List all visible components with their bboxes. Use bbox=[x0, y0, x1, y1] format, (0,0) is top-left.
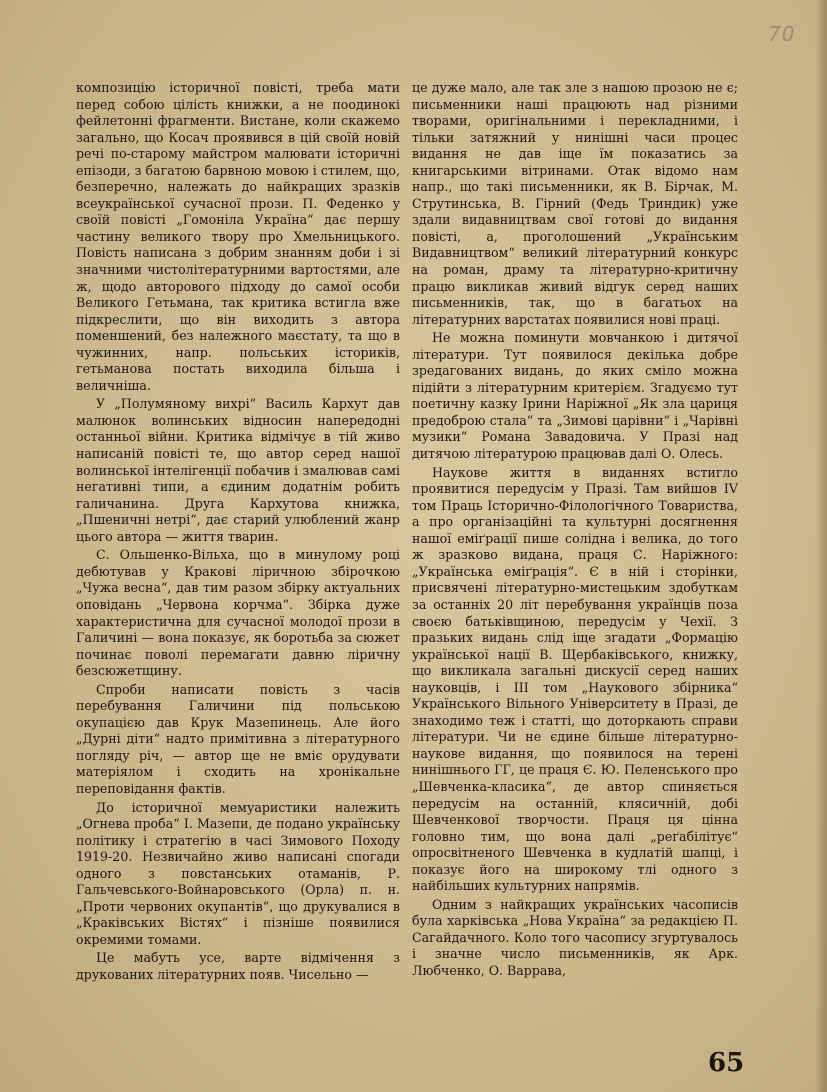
paragraph: Наукове життя в виданнях встигло проявитися передусім у Празі. Там вийшов IV том Праць Історично-Філологічного Товариства, а про організаційні та культурні досягнення нашої еміґрації пише солідна і велика, до того ж зразково видана, праця С. Наріжного: „Українська еміґрація“. Є в ній і сторінки, присвячені літературно-мистецьким здобуткам за останніх 20 літ перебування українців поза своєю батьківщиною, передусім у Чехії. З празьких видань слід іще згадати „Формацію української нації В. Щербаківського, книжку, що викликала загальні дискусії серед наших науковців, і III том „Наукового збірника“ Українського Вільного Університету в Празі, де знаходимо теж і статті, що доторкають справи літератури. Чи не єдине більше літературно-наукове видання, що появилося на терені нинішнього ГГ, це праця Є. Ю. Пеленського про „Шевченка-класика“, де автор спиняється передусім на останній, клясичній, добі Шевченкової творчости. Праця ця цінна головно тим, що вона далі „реґабілітує“ опросвітненого Шевченка в кудлатій шапці, і показує його на широкому тлі одного з найбільших культурних напрямів. bbox=[412, 464, 738, 894]
paragraph: У „Полумяному вихрі“ Василь Кархут дав малюнок волинських відносин напередодні останньої війни. Критика відмічує в тій живо написаній повісті те, що автор серед нашої волинської інтелігенції побачив і змалював самі негативні типи, а єдиним додатнім робить галичанина. Друга Кархутова книжка, „Пшеничні нетрі“, дає старий улюблений жанр цього автора — життя тварин. bbox=[76, 396, 400, 544]
paragraph: Це мабуть усе, варте відмічення з друкованих літературних появ. Чисельно — bbox=[76, 950, 400, 982]
archive-page-mark: 70 bbox=[768, 22, 796, 46]
page-number: 65 bbox=[708, 1048, 745, 1078]
paragraph: До історичної мемуаристики належить „Огнева проба“ І. Мазепи, де подано українську політику і стратегію в часі Зимового Походу 1919-20. Незвичайно живо написані спогади одного з повстанських отаманів, Р. Гальчевського-Войнаровського (Орла) п. н. „Проти червоних окупантів“, що друкувалися в „Краківських Вістях“ і пізніше появилися окремими томами. bbox=[76, 799, 400, 947]
paragraph: Спроби написати повість з часів перебування Галичини під польською окупацією дав Крук Мазепинець. Але його „Дурні діти“ надто примітивна з літературного погляду річ, — автор ще не вміє орудувати матеріялом і сходить на хронікальне переповідання фактів. bbox=[76, 681, 400, 796]
paragraph: композицію історичної повісті, треба мати перед собою цілість книжки, а не поодинокі фейлетонні фрагменти. Вистане, коли скажемо загально, що Косач проявився в цій своїй новій речі по-старому майстром малювати історичні епізоди, з багатою барвною мовою і стилем, що, безперечно, належать до найкращих зразків всеукраїнської сучасної прози. П. Феденко у своїй повісті „Гомоніла Україна“ дає першу частину великого твору про Хмельницького. Повість написана з добрим знанням доби і зі значними чистолітературними вартостями, але ж, щодо авторового підходу до самої особи Великого Гетьмана, так критика встигла вже підкреслити, що він виходить з автора поменшений, без належного маєстату, та що в чужинних, напр. польських істориків, гетьманова постать виходила більша і величніша. bbox=[76, 80, 400, 393]
page-edge-shadow bbox=[815, 0, 827, 1092]
left-column bbox=[76, 80, 400, 986]
paragraph: Не можна поминути мовчанкою і дитячої літератури. Тут появилося декілька добре зредагованих видань, до яких сміло можна підійти з літературним критерієм. Згадуємо тут поетичну казку Ірини Наріжної „Як зла цариця предоброю стала“ та „Зимові царівни“ і „Чарівні музики“ Романа Завадовича. У Празі над дитячою літературою працював далі О. Олесь. bbox=[412, 330, 738, 462]
paragraph: С. Ольшенко-Вільха, що в минулому році дебютував у Кракові ліричною збірочкою „Чужа весна“, дав тим разом збірку актуальних оповідань „Червона корчма“. Збірка дуже характеристична для сучасної молодої прози в Галичині — вона показує, як боротьба за сюжет починає поволі перемагати давню ліричну безсюжетщину. bbox=[76, 547, 400, 679]
paragraph: Одним з найкращих українських часописів була харківська „Нова Україна“ за редакцією П. Сагайдачного. Коло того часопису згуртувалось і значне число письменників, як Арк. Любченко, О. Варрава, bbox=[412, 896, 738, 978]
paragraph: це дуже мало, але так зле з нашою прозою не є; письменники наші працюють над різними творами, оригінальними і перекладними, і тільки затяжний у нинішні часи процес видання не дав іще їм показатись за книгарськими вітринами. Отак відомо нам напр., що такі письменники, як В. Бірчак, М. Струтинська, В. Гірний (Федь Триндик) уже здали видавництвам свої готові до видання повісті, а, проголошений „Українським Видавництвом“ великий літературний конкурс на роман, драму та літературно-критичну працю викликав живий відгук серед наших письменників, так, що в багатьох на літературних варстатах появилися нові праці. bbox=[412, 80, 738, 327]
right-column bbox=[412, 80, 738, 982]
